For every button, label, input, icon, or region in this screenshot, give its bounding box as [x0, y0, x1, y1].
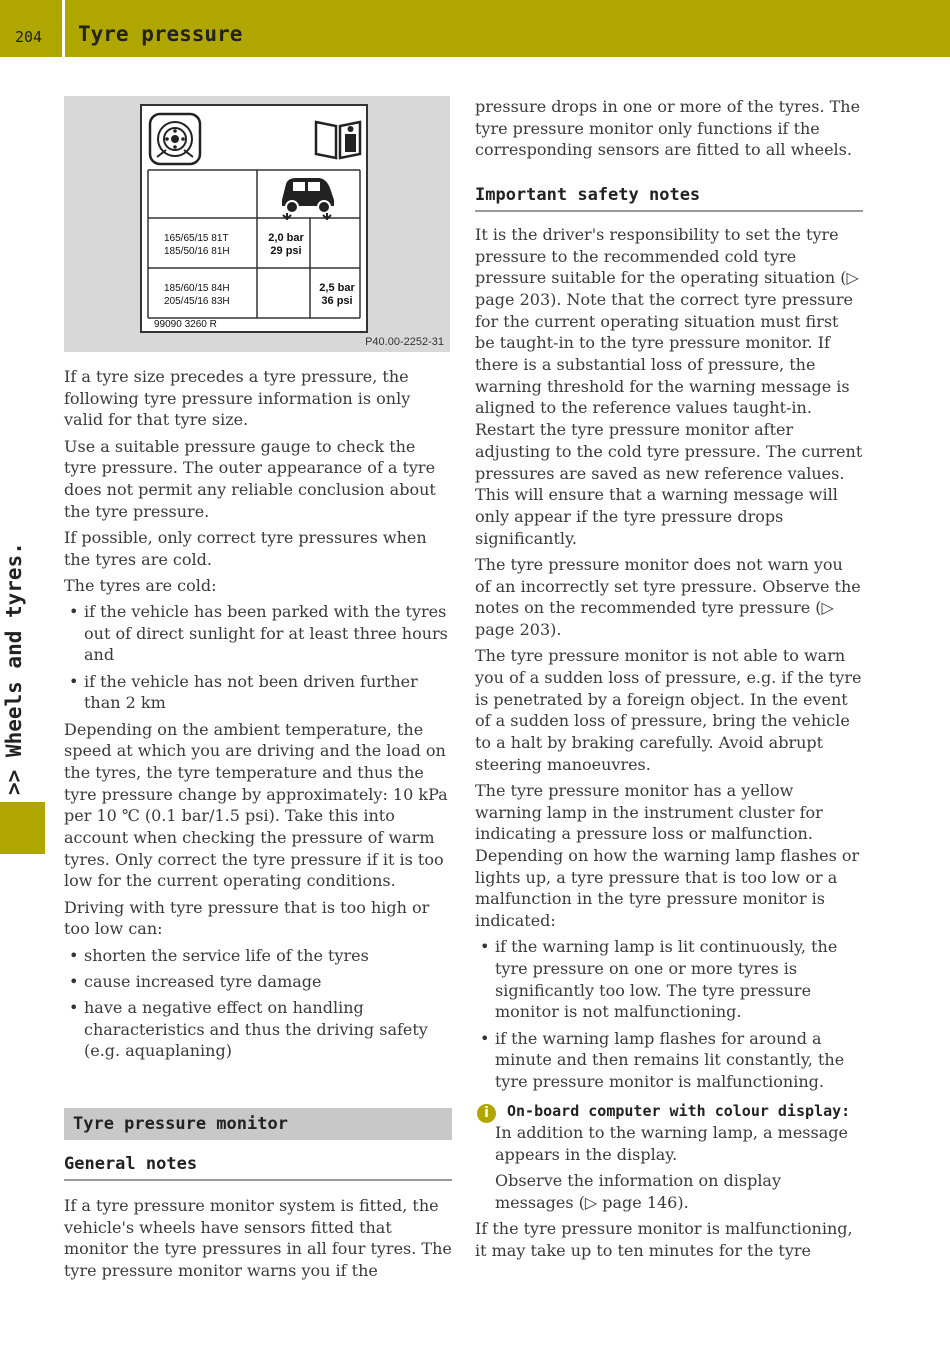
tyre-gauge-icon: [148, 112, 202, 166]
tyre-pressure-label-figure: [64, 96, 450, 352]
list-item: • if the warning lamp flashes for around a minute and then remains lit constantly, the tyre pressure monitor is malfunctioning.: [475, 1028, 863, 1093]
page-title: Tyre pressure: [78, 22, 243, 46]
figure-caption: P40.00-2252-31: [365, 336, 444, 348]
paragraph: Driving with tyre pressure that is too high or too low can:: [64, 897, 430, 939]
paragraph: Observe the information on display messages (▷ page 146).: [495, 1171, 782, 1213]
page-header: [0, 0, 950, 57]
subheading-safety-notes: Important safety notes: [475, 185, 863, 212]
list-item: • cause increased tyre damage: [64, 971, 452, 993]
cold-conditions-list: [64, 601, 452, 714]
left-column: [64, 366, 452, 1286]
paragraph: If a tyre size precedes a tyre pressure, the following tyre pressure information is only valid for that tyre size.: [64, 367, 411, 430]
paragraph: The tyre pressure monitor is not able to warn you of a sudden loss of pressure, e.g. if the tyre is penetrated by a foreign object. In the event of a sudden loss of pressure, bring the vehicle to a halt by braking carefully. Avoid abrupt steering manoeuvres.: [475, 646, 862, 774]
subheading-general-notes: General notes: [64, 1154, 452, 1181]
section-heading: Tyre pressure monitor: [64, 1108, 452, 1140]
manual-info-icon: [312, 116, 364, 162]
list-item: • if the warning lamp is lit continuously, the tyre pressure on one or more tyres is significantly too low. The tyre pressure monitor is not malfunctioning.: [475, 936, 863, 1023]
paragraph: Use a suitable pressure gauge to check the tyre pressure. The outer appearance of a tyre does not permit any reliable conclusion about the tyre pressure.: [64, 436, 436, 521]
paragraph: If the tyre pressure monitor is malfunctioning, it may take up to ten minutes for the tyre: [475, 1219, 853, 1260]
paragraph: If a tyre pressure monitor system is fitted, the vehicle's wheels have sensors fitted that monitor the tyre pressures in all four tyres. The tyre pressure monitor warns you if the: [64, 1195, 452, 1280]
list-item: • if the vehicle has been parked with the tyres out of direct sunlight for at least three hours and: [64, 601, 452, 666]
tyre-size-row2: 185/60/15 84H 205/45/16 83H: [164, 283, 230, 307]
right-column: [475, 96, 863, 1266]
paragraph: It is the driver's responsibility to set the tyre pressure to the recommended cold tyre pressure suitable for the operating situation (▷ page 203). Note that the correct tyre pressure for the current operating situation must first be taught-in to the tyre pressure monitor. If there is a substantial loss of pressure, the warning threshold for the warning message is aligned to the reference values taught-in. Restart the tyre pressure monitor after adjusting to the cold tyre pressure. The current pressures are saved as new reference values. This will ensure that a warning message will only appear if the tyre pressure drops significantly.: [475, 224, 863, 548]
info-icon: i: [477, 1104, 496, 1123]
note-title: On-board computer with colour display:: [507, 1101, 851, 1120]
car-load-icon: [276, 172, 338, 220]
header-divider: [62, 0, 65, 57]
label-part-number: 99090 3260 R: [154, 319, 217, 330]
effects-list: [64, 945, 452, 1063]
paragraph: The tyre pressure monitor does not warn you of an incorrectly set tyre pressure. Observe the notes on the recommended tyre pressure (▷ page 203).: [475, 554, 861, 639]
paragraph: The tyres are cold:: [64, 575, 217, 595]
list-item: • have a negative effect on handling characteristics and thus the driving safety (e.g. aquaplaning): [64, 997, 452, 1062]
list-item: • shorten the service life of the tyres: [64, 945, 452, 967]
pressure-row2: 2,5 bar 36 psi: [319, 282, 355, 307]
info-note: [475, 1101, 863, 1214]
tyre-pressure-label-card: [140, 104, 368, 333]
pressure-row1: 2,0 bar 29 psi: [268, 232, 304, 257]
list-item: • if the vehicle has not been driven further than 2 km: [64, 671, 452, 714]
chapter-tab-marker: [0, 802, 45, 854]
paragraph: pressure drops in one or more of the tyres. The tyre pressure monitor only functions if the corresponding sensors are fitted to all wheels.: [475, 97, 861, 160]
page-number: 204: [15, 28, 43, 46]
tyre-size-row1: 165/65/15 81T 185/50/16 81H: [164, 233, 230, 257]
paragraph: The tyre pressure monitor has a yellow warning lamp in the instrument cluster for indicating a pressure loss or malfunction. Depending on how the warning lamp flashes or lights up, a tyre pressure that is too low or a malfunction in the tyre pressure monitor is indicated:: [475, 780, 860, 931]
paragraph: Depending on the ambient temperature, the speed at which you are driving and the load on the tyres, the tyre temperature and thus the tyre pressure change by approximately: 10 kPa per 10 ℃ (0.1 bar/1.5 psi). Take this into account when checking the pressure of warm tyres. Only correct the tyre pressure if it is too low for the current operating conditions.: [64, 719, 448, 891]
warning-lamp-list: [475, 936, 863, 1092]
paragraph: In addition to the warning lamp, a message appears in the display.: [495, 1123, 848, 1165]
chapter-side-label: >> Wheels and tyres.: [2, 542, 26, 795]
paragraph: If possible, only correct tyre pressures when the tyres are cold.: [64, 527, 427, 569]
